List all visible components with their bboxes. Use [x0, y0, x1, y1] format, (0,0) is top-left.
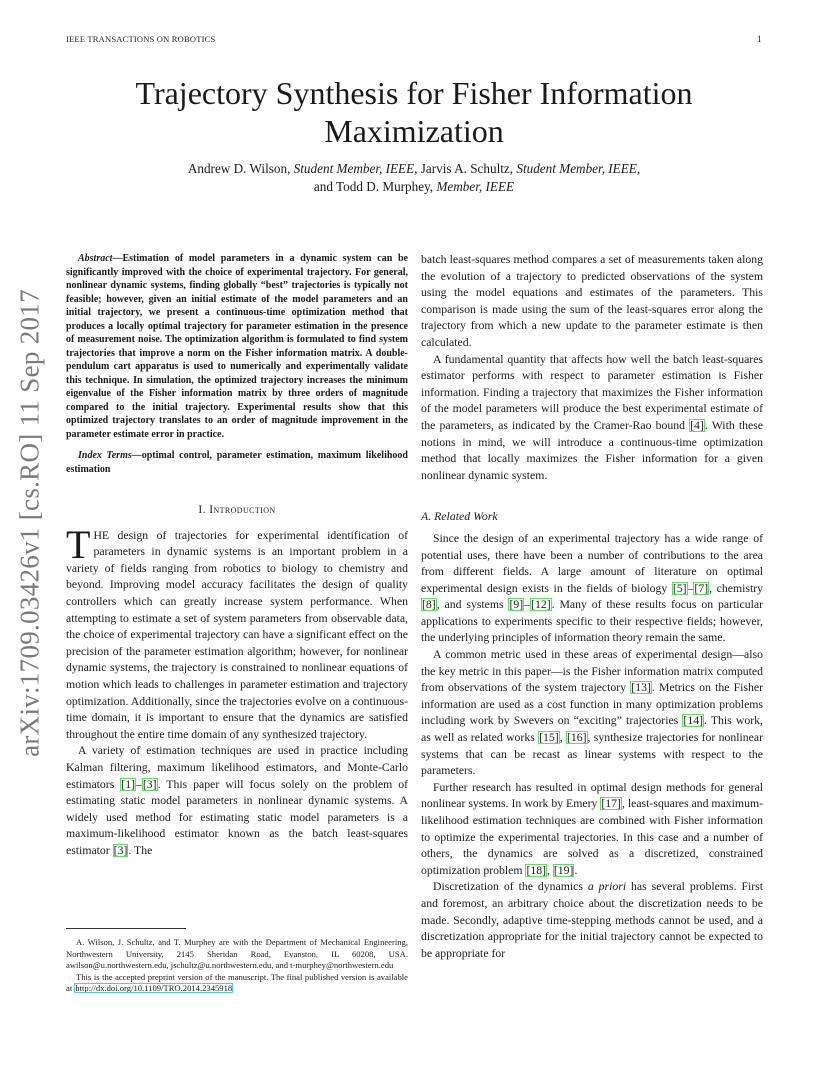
index-terms-text: —optimal control, parameter estimation, maximum likelihood estimation: [66, 450, 408, 475]
text-run: . Metrics on the Fisher information are used as a cost function in many optimization problems including work by Swevers on “exciting” trajectories: [421, 681, 764, 728]
text-run: . This paper will focus solely on the problem of estimating static model parameters in nonlinear dynamic systems. A widely used method for estimating static model parameters is a maximum-likelihood estimator known as the batch least-squares estimator: [66, 777, 409, 857]
citation-link[interactable]: [13]: [631, 681, 651, 695]
text-run: . This work, as well as related works: [421, 714, 763, 745]
text-run: –: [687, 581, 694, 595]
subsection-heading-related-work: A. Related Work: [421, 509, 498, 524]
index-terms-label: Index Terms: [78, 450, 132, 461]
drop-cap: T: [66, 521, 91, 567]
footnotes: [66, 937, 408, 995]
citation-link[interactable]: [15]: [539, 731, 559, 745]
text-run: A variety of estimation techniques are used in practice including Kalman filtering, maximum likelihood estimators, and Monte-Carlo estimators: [66, 744, 408, 791]
citation-link[interactable]: [1]: [121, 777, 135, 791]
right-column: [421, 252, 763, 962]
right-paragraph-2: [421, 531, 763, 647]
text-run: , least-squares and maximum-likelihood estimation techniques are combined with Fisher information to optimize the experimental trajectories. In this case and a number of others, the dynamics are solved as a discretized, constrained optimization problem: [421, 797, 763, 877]
citation-link[interactable]: [17]: [601, 797, 621, 811]
text-run: . Many of these results focus on particular applications to experiments specific to their respective fields; however, the underlying principles of information theory remain the same.: [421, 598, 763, 645]
footnote-rule: [66, 928, 186, 929]
citation-link[interactable]: [3]: [113, 843, 128, 857]
text-run: –: [524, 598, 531, 612]
author-murphey-role: Member, IEEE: [436, 179, 515, 194]
abstract-text: —Estimation of model parameters in a dynamic system can be significantly improved with the choice of experimental trajectory. For general, nonlinear dynamic systems, finding globally “best” trajectories is typically not feasible; however, given an initial estimate of the model parameters and an initial trajectory, we present a continuous-time optimization method that produces a locally optimal trajectory for parameter estimation in the presence of measurement noise. The optimization algorithm is formulated to find system trajectories that improve a norm on the Fisher information matrix. A double-pendulum cart apparatus is used to numerically and experimentally validate this technique. In simulation, the optimized trajectory increases the minimum eigenvalue of the Fisher information matrix by three orders of magnitude compared to the initial trajectory. Experimental results show that this optimized trajectory translates to an order of magnitude improvement in the parameter estimate error in practice.: [66, 253, 408, 440]
citation-link[interactable]: [8]: [422, 598, 436, 612]
doi-link[interactable]: http://dx.doi.org/10.1109/TRO.2014.2345918: [75, 983, 233, 994]
section-heading-introduction: [66, 502, 408, 519]
section-number: I.: [198, 504, 210, 516]
text-run: , chemistry: [709, 581, 763, 595]
abstract: [66, 252, 408, 441]
arxiv-stamp-text: arXiv:1709.03426v1 [cs.RO] 11 Sep 2017: [14, 289, 45, 757]
arxiv-stamp: [8, 288, 52, 758]
citation-link[interactable]: [12]: [531, 598, 551, 612]
intro-paragraph-1-text: HE design of trajectories for experimental identification of parameters in dynamic systems is an important problem in a variety of fields ranging from robotics to biology to chemistry and beyond. Improving model accuracy facilitates the design of quality controllers which can greatly increase system performance. When attempting to estimate a set of system parameters from observable data, the choice of experimental trajectory can have a significant effect on the precision of the parameter estimation algorithm; however, for nonlinear dynamic systems, the trajectory is constrained to nonlinear equations of motion which leads to challenges in parameter estimation and trajectory optimization. Additionally, since the trajectories evolve on a continuous-time domain, it is important to ensure that the dynamics are satisfied throughout the entire time domain of any synthesized trajectory.: [66, 528, 408, 741]
citation-link[interactable]: [14]: [683, 714, 703, 728]
citation-link[interactable]: [18]: [526, 863, 547, 877]
footnote-preprint: [66, 972, 408, 995]
text-run: Further research has resulted in optimal design methods for general nonlinear systems. In work by Emery: [421, 780, 763, 811]
citation-link[interactable]: [19]: [553, 863, 574, 877]
citation-link[interactable]: [9]: [509, 598, 524, 612]
text-run: ,: [559, 731, 566, 745]
author-schultz-role: Student Member, IEEE,: [516, 161, 641, 176]
text-run: ,: [547, 863, 553, 877]
citation-link[interactable]: [3]: [142, 777, 157, 791]
text-run: . With these notions in mind, we will introduce a continuous-time optimization method that locally maximizes the Fisher information for a given nonlinear dynamic system.: [421, 418, 763, 482]
citation-link[interactable]: [7]: [694, 581, 709, 595]
text-run: Since the design of an experimental trajectory has a wide range of potential uses, there have been a number of contributions to the area from different fields. A large amount of literature on optimal experimental design exists in the fields of biology: [421, 531, 763, 595]
author-schultz: Jarvis A. Schultz,: [417, 161, 517, 176]
right-paragraph-5: [421, 879, 763, 962]
author-wilson-role: Student Member, IEEE,: [293, 161, 418, 176]
abstract-label: Abstract: [78, 253, 113, 264]
paper-title: Trajectory Synthesis for Fisher Information Maximization: [135, 75, 693, 149]
footnote-affiliation: A. Wilson, J. Schultz, and T. Murphey are with the Department of Mechanical Engineering, Northwestern University, 2145 Sheridan Road, Evanston, IL 60208, USA. awilson@u.northwestern.edu, jschultz@u.northwestern.edu, and t-murphey@northwestern.edu: [66, 937, 408, 971]
author-murphey: and Todd D. Murphey,: [313, 179, 437, 194]
italic-run: a priori: [587, 880, 627, 894]
text-run: .: [574, 863, 578, 877]
text-run: . The: [128, 843, 153, 857]
citation-link[interactable]: [4]: [690, 418, 704, 432]
intro-paragraph-2: [66, 743, 408, 859]
text-run: Discretization of the dynamics: [433, 880, 588, 894]
left-column: [66, 252, 408, 859]
text-run: has several problems. First and foremost, an arbitrary choice about the discretization needs to be made. Secondly, adaptive time-stepping methods cannot be used, and a discretization appropriate for the initial trajectory cannot be expected to be appropriate for: [421, 880, 763, 960]
intro-paragraph-1: [66, 521, 408, 744]
right-paragraph-4: [421, 780, 763, 880]
index-terms: [66, 449, 408, 476]
text-run: A fundamental quantity that affects how well the batch least-squares estimator performs with respect to parameter estimation is Fisher information. Finding a trajectory that maximizes the Fisher information of the model parameters will produce the best experimental estimate of the parameters, as indicated by the Cramer-Rao bound: [421, 352, 763, 432]
author-wilson: Andrew D. Wilson,: [187, 161, 294, 176]
text-run: , synthesize trajectories for nonlinear systems that can be recast as linear systems with respect to the parameters.: [421, 731, 763, 778]
citation-link[interactable]: [5]: [672, 581, 687, 595]
section-title: Introduction: [209, 504, 276, 516]
right-paragraph-0: batch least-squares method compares a set of measurements taken along the evolution of a trajectory to predicted observations of the system using the model equations and estimates of the parameters. This comparison is made using the sum of the least-squares error along the trajectory from which a new update to the parameter estimate is then calculated.: [421, 253, 763, 349]
author-list: [80, 160, 748, 196]
text-run: , and systems: [436, 598, 509, 612]
running-header: IEEE TRANSACTIONS ON ROBOTICS: [66, 34, 216, 44]
right-paragraph-1: [421, 352, 763, 485]
text-run: A common metric used in these areas of experimental design—also the key metric in this paper—is the Fisher information matrix computed from observations of the system trajectory: [421, 648, 763, 695]
text-run: –: [136, 777, 142, 791]
citation-link[interactable]: [16]: [566, 731, 587, 745]
right-paragraph-3: [421, 647, 763, 780]
page-number: 1: [757, 34, 762, 44]
text-run: This is the accepted preprint version of the manuscript. The final published version is available at: [66, 971, 408, 994]
